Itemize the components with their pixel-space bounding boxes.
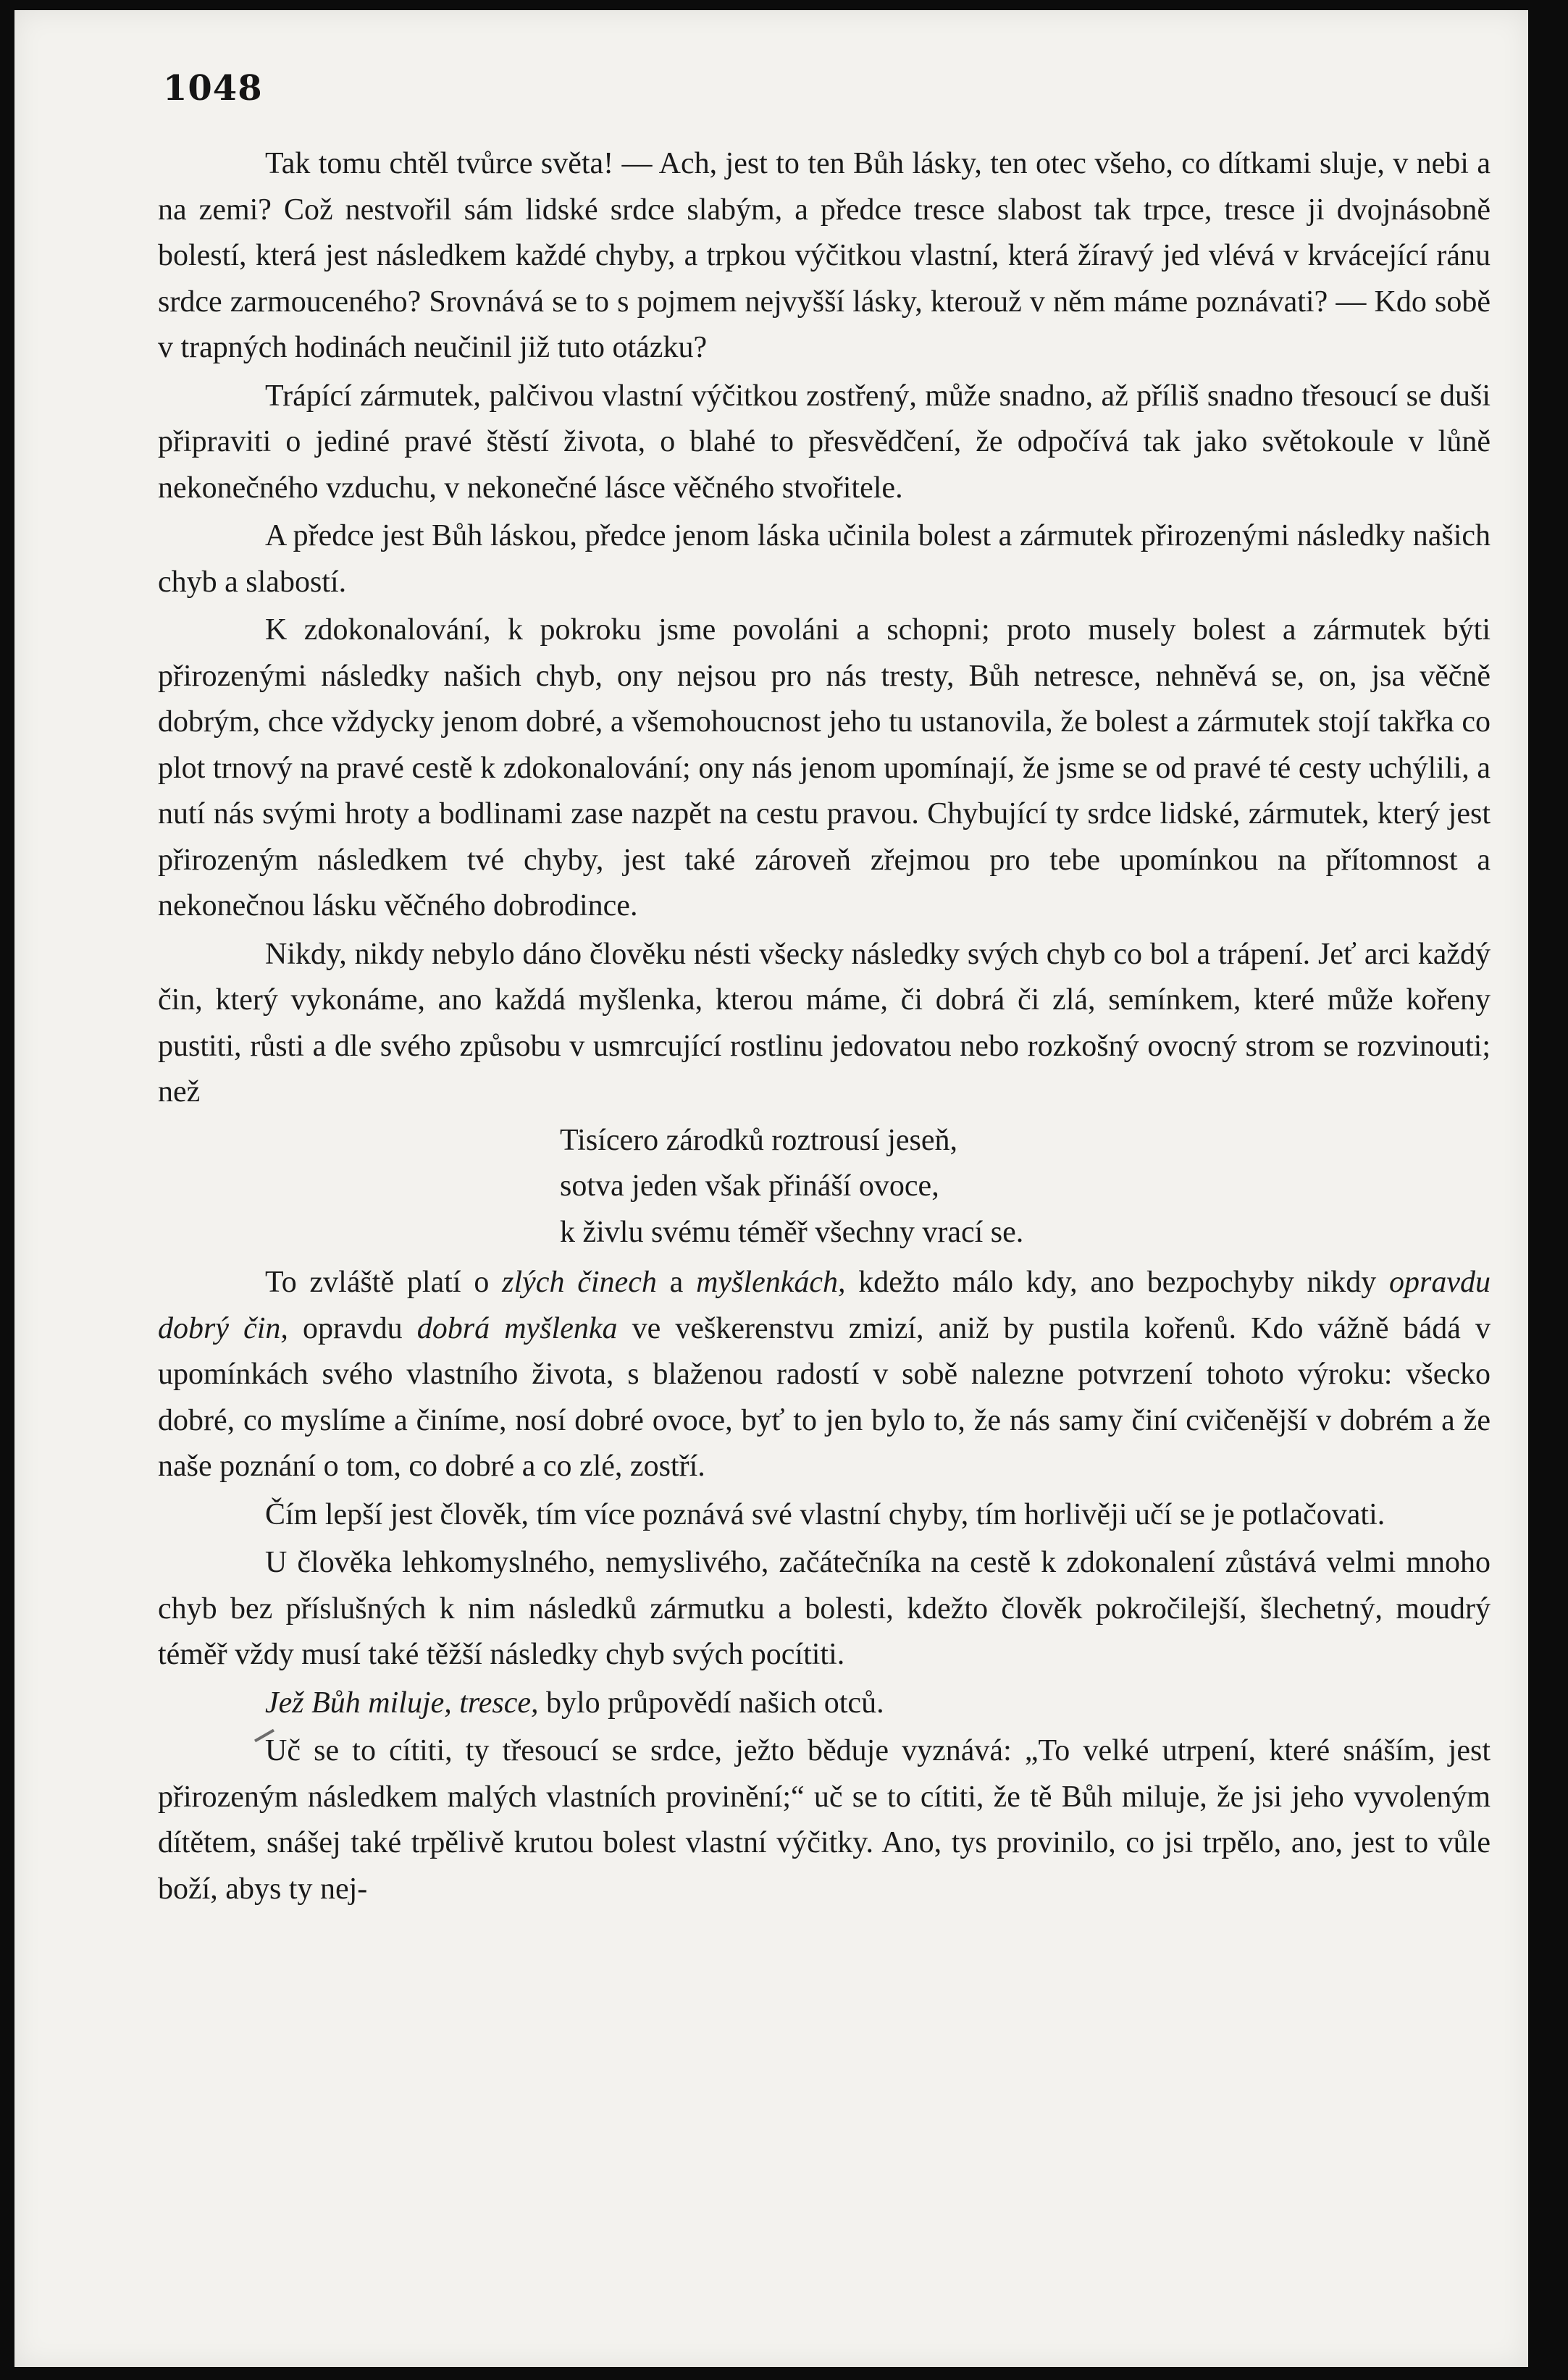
verse-line: Tisícero zárodků roztrousí jeseň, (560, 1123, 957, 1157)
paragraph: U člověka lehkomyslného, nemyslivého, začátečníka na cestě k zdokonalení zůstává velmi mnoho chyb bez příslušných k nim následků zármutku a bolesti, kdežto člověk pokročilejší, šlechetný, moudrý téměř vždy musí také těžší následky chyb svých pocítiti. (158, 1546, 1491, 1671)
paragraph: Čím lepší jest člověk, tím více poznává své vlastní chyby, tím horlivěji učí se je potlačovati. (265, 1497, 1385, 1531)
text-run: bylo průpovědí našich otců. (538, 1686, 884, 1720)
paragraph (158, 1681, 1491, 1727)
paragraph: Tak tomu chtěl tvůrce světa! — Ach, jest to ten Bůh lásky, ten otec všeho, co dítkami sluje, v nebi a na zemi? Což nestvořil sám lidské srdce slabým, a předce tresce slabost tak trpce, tresce ji dvojnásobně bolestí, která jest následkem každé chyby, a trpkou výčitkou vlastní, která žíravý jed vlévá v krvácející ránu srdce zarmouceného? Srovnává se to s pojmem nejvyšší lásky, kterouž v něm máme poznávati? — Kdo sobě v trapných hodinách neučinil již tuto otázku? (158, 147, 1491, 364)
text-run: kdežto málo kdy, ano bezpochyby nikdy (845, 1266, 1389, 1299)
text-run: To zvláště platí o (265, 1266, 503, 1299)
verse (158, 1118, 1491, 1256)
italic-run: zlých činech (502, 1266, 657, 1299)
text-run: opravdu (288, 1311, 417, 1345)
italic-run: myšlenkách, (696, 1266, 846, 1299)
paragraph: K zdokonalování, k pokroku jsme povoláni a schopni; proto musely bolest a zármutek býti přirozenými následky našich chyb, ony nejsou pro nás tresty, Bůh netresce, nehněvá se, on, jsa věčně dobrým, chce vždycky jenom dobré, a všemohoucnost jeho tu ustanovila, že bolest a zármutek stojí takřka co plot trnový na pravé cestě k zdokonalování; ony nás jenom upomínají, že jsme se od pravé té cesty uchýlili, a nutí nás svými hroty a bodlinami zase nazpět na cestu pravou. Chybující ty srdce lidské, zármutek, který jest přirozeným následkem tvé chyby, jest také zároveň zřejmou pro tebe upomínkou na přítomnost a nekonečnou lásku věčného dobrodince. (158, 613, 1491, 922)
verse-line: k živlu svému téměř všechny vrací se. (560, 1215, 1024, 1249)
italic-run: dobrá myšlenka (416, 1311, 618, 1345)
paragraph: Trápící zármutek, palčivou vlastní výčitkou zostřený, může snadno, až příliš snadno třesoucí se duši připraviti o jediné pravé štěstí života, o blahé to přesvědčení, že odpočívá tak jako světokoule v lůně nekonečného vzduchu, v nekonečné lásce věčného stvořitele. (158, 379, 1491, 505)
text-run: ve veškerenstvu zmizí, aniž by pustila kořenů. Kdo vážně bádá v upomínkách svého vlastního života, s blaženou radostí v sobě nalezne potvrzení tohoto výroku: všecko dobré, co myslíme a činíme, nosí dobré ovoce, byť to jen bylo to, že nás samy činí cvičenější v dobrém a že naše poznání o tom, co dobré a co zlé, zostří. (158, 1311, 1491, 1483)
page-number: 1048 (163, 68, 263, 109)
paragraph (158, 1260, 1491, 1490)
paragraph: Uč se to cítiti, ty třesoucí se srdce, ježto běduje vyznává: „To velké utrpení, které snáším, jest přirozeným následkem malých vlastních provinění;“ uč se to cítiti, že tě Bůh miluje, že jsi jeho vyvoleným dítětem, snášej také trpělivě krutou bolest vlastní výčitky. Ano, tys provinilo, co jsi trpělo, ano, jest to vůle boží, abys ty nej- (158, 1734, 1491, 1906)
paragraph: A předce jest Bůh láskou, předce jenom láska učinila bolest a zármutek přirozenými následky našich chyb a slabostí. (158, 519, 1491, 599)
paragraph: Nikdy, nikdy nebylo dáno člověku nésti všecky následky svých chyb co bol a trápení. Jeť arci každý čin, který vykonáme, ano každá myšlenka, kterou máme, či dobrá či zlá, semínkem, které může kořeny pustiti, růsti a dle svého způsobu v usmrcující rostlinu jedovatou nebo rozkošný ovocný strom se rozvinouti; než (158, 937, 1491, 1109)
italic-run: Jež Bůh miluje, tresce, (265, 1686, 539, 1720)
verse-line: sotva jeden však přináší ovoce, (560, 1169, 939, 1203)
italic-run: opravdu dobrý čin, (158, 1266, 1491, 1345)
body-text (158, 141, 1491, 1914)
text-run: a (656, 1266, 697, 1299)
